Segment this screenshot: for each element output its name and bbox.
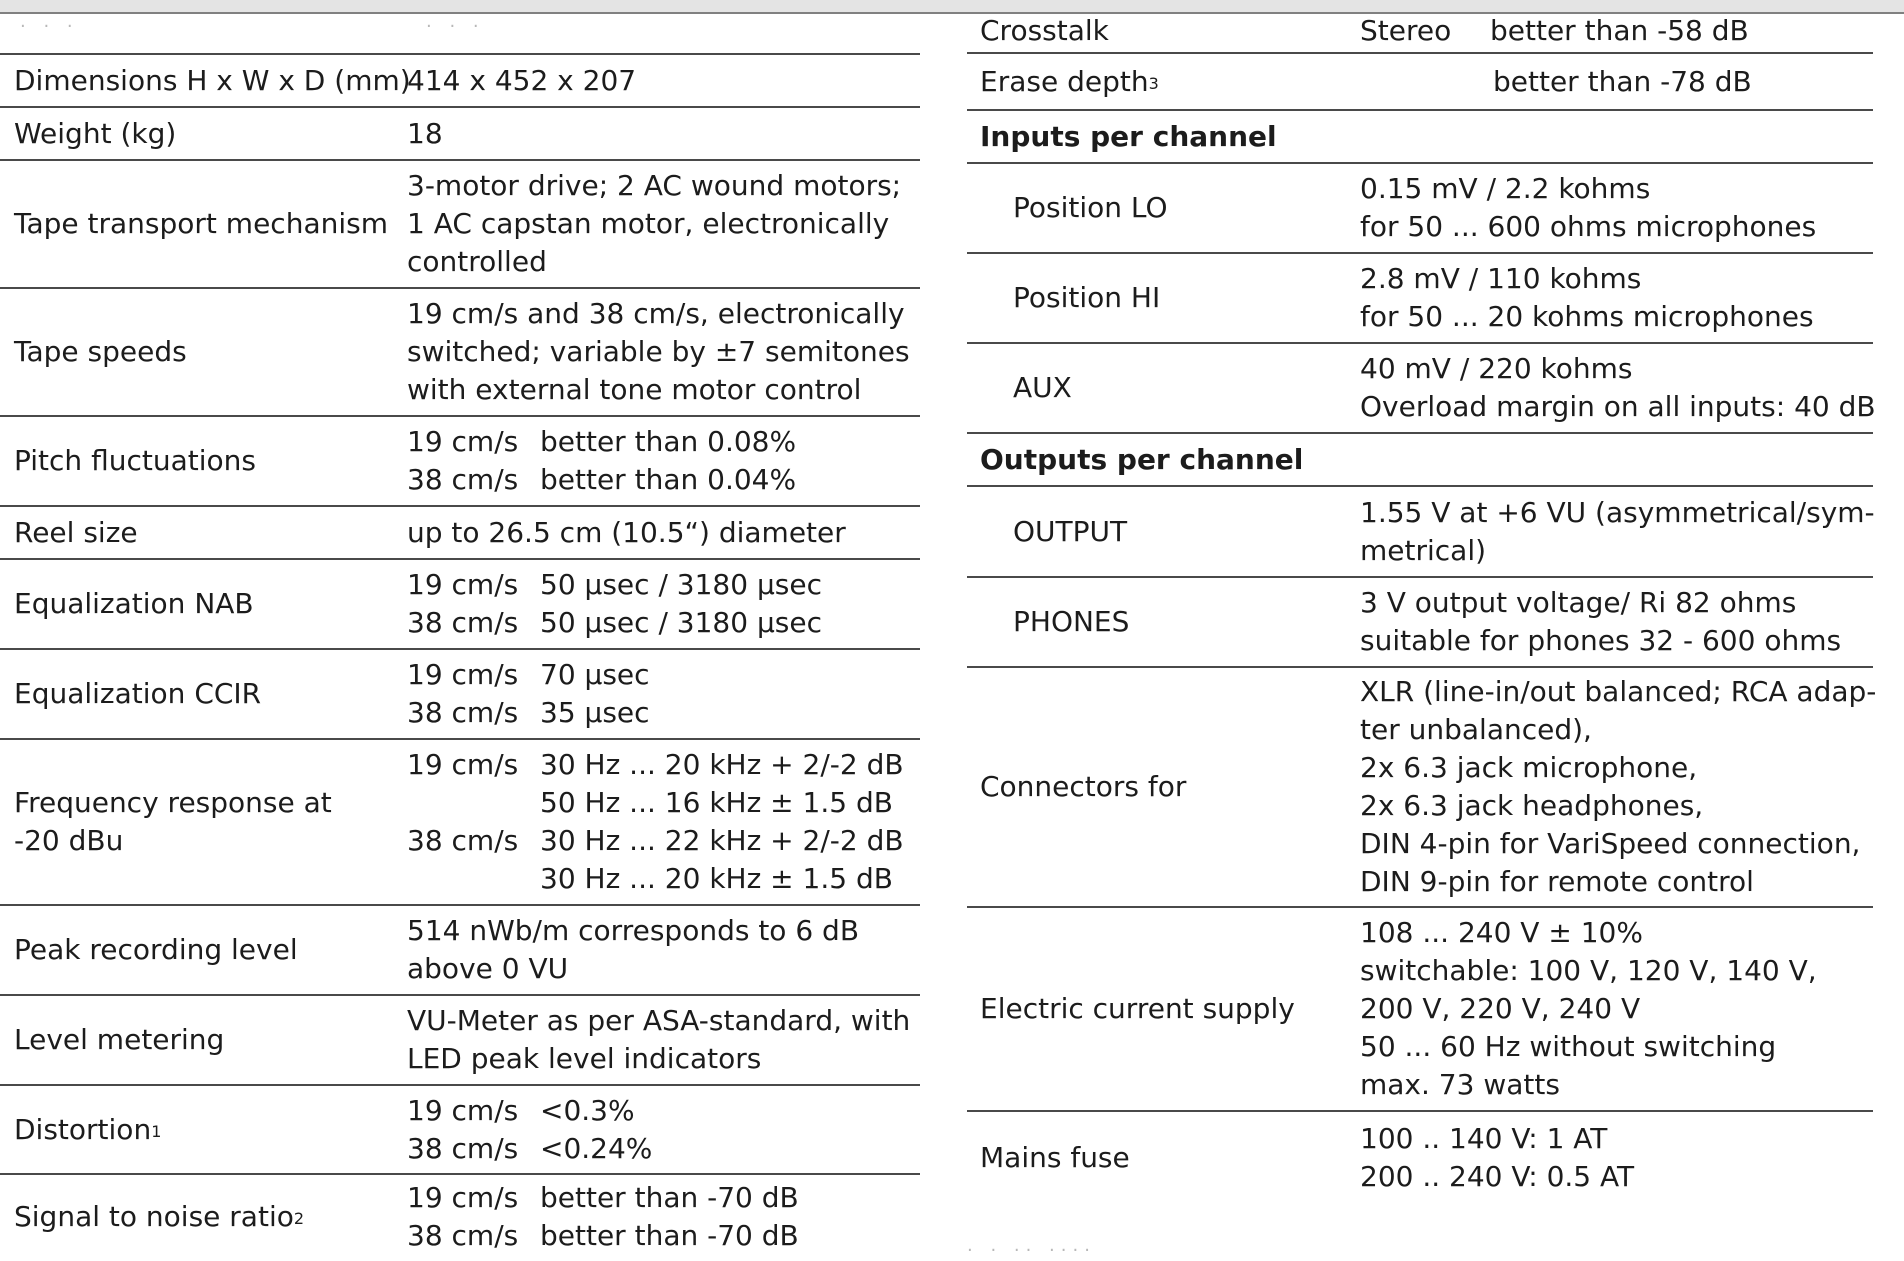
footnote-marker: 2 bbox=[293, 1208, 305, 1228]
row-value: 40 mV / 220 kohms Overload margin on all inputs: 40 dB bbox=[1360, 352, 1876, 423]
row-value: Stereo bbox=[1360, 14, 1452, 47]
row-label: Erase depth 3 bbox=[980, 54, 1159, 109]
table-row bbox=[0, 740, 920, 906]
table-row bbox=[967, 668, 1877, 908]
section-heading: Inputs per channel bbox=[980, 119, 1277, 153]
row-value: 19 cm/s 70 µsec 38 cm/s 35 µsec bbox=[407, 658, 650, 729]
row-label: Tape transport mechanism bbox=[14, 207, 388, 240]
row-label: Distortion 1 bbox=[14, 1086, 161, 1173]
table-row bbox=[0, 417, 920, 507]
row-value: 19 cm/s 30 Hz ... 20 kHz + 2/-2 dB 50 Hz ... 16 kHz ± 1.5 dB 38 cm/s 30 Hz ... 22 kHz + 2/-2 dB 30 Hz ... 20 kHz ± 1.5 dB bbox=[407, 748, 904, 895]
row-label: Mains fuse bbox=[980, 1141, 1130, 1174]
row-label: Weight (kg) bbox=[14, 116, 177, 150]
row-value: 19 cm/s 50 µsec / 3180 µsec 38 cm/s 50 µsec / 3180 µsec bbox=[407, 568, 822, 639]
row-label: Peak recording level bbox=[14, 933, 298, 966]
row-value: 0.15 mV / 2.2 kohms for 50 ... 600 ohms microphones bbox=[1360, 172, 1817, 243]
table-row bbox=[967, 344, 1876, 434]
row-value: better than -58 dB bbox=[1490, 14, 1749, 47]
row-label: Position LO bbox=[1013, 191, 1168, 224]
row-value: 514 nWb/m corresponds to 6 dB above 0 VU bbox=[407, 914, 860, 985]
table-row bbox=[967, 10, 1873, 54]
table-row bbox=[0, 55, 920, 108]
row-value: 3-motor drive; 2 AC wound motors; 1 AC capstan motor, electronically controlled bbox=[407, 169, 902, 278]
row-value: 2.8 mV / 110 kohms for 50 ... 20 kohms microphones bbox=[1360, 262, 1814, 333]
row-value: 19 cm/s better than 0.08% 38 cm/s better than 0.04% bbox=[407, 425, 797, 496]
table-row bbox=[967, 164, 1873, 254]
row-value: 108 ... 240 V ± 10% switchable: 100 V, 120 V, 140 V, 200 V, 220 V, 240 V 50 ... 60 Hz without switching max. 73 watts bbox=[1360, 916, 1817, 1101]
section-heading-row bbox=[967, 434, 1873, 487]
row-label: Electric current supply bbox=[980, 992, 1295, 1025]
table-row bbox=[0, 507, 920, 560]
row-label: Reel size bbox=[14, 515, 138, 549]
row-label: Crosstalk bbox=[980, 14, 1109, 47]
table-row bbox=[967, 254, 1873, 344]
row-value: 1.55 V at +6 VU (asymmetrical/sym- metrical) bbox=[1360, 495, 1875, 567]
row-label: PHONES bbox=[1013, 605, 1130, 638]
row-value: VU-Meter as per ASA-standard, with LED peak level indicators bbox=[407, 1004, 911, 1075]
row-value: 3 V output voltage/ Ri 82 ohms suitable for phones 32 - 600 ohms bbox=[1360, 586, 1842, 657]
table-row bbox=[0, 560, 920, 650]
row-label: Dimensions H x W x D (mm) bbox=[14, 63, 411, 97]
table-row bbox=[0, 108, 920, 161]
table-row bbox=[0, 289, 920, 417]
footnote-marker: 1 bbox=[151, 1121, 162, 1141]
row-label: Pitch fluctuations bbox=[14, 444, 256, 477]
section-heading: Outputs per channel bbox=[980, 442, 1304, 476]
table-row bbox=[0, 1086, 920, 1175]
row-label: Frequency response at -20 dBu bbox=[14, 786, 332, 857]
row-label: OUTPUT bbox=[1013, 514, 1128, 548]
row-value: 19 cm/s and 38 cm/s, electronically switched; variable by ±7 semitones with external tone motor control bbox=[407, 297, 910, 406]
row-value: better than -78 dB bbox=[1493, 64, 1752, 98]
section-heading-row bbox=[967, 111, 1873, 164]
row-value: 19 cm/s better than -70 dB 38 cm/s better than -70 dB bbox=[407, 1180, 799, 1252]
row-value: 414 x 452 x 207 bbox=[407, 63, 637, 97]
table-row bbox=[967, 1112, 1873, 1204]
row-label: Equalization NAB bbox=[14, 587, 254, 620]
row-label: AUX bbox=[1013, 371, 1072, 404]
row-value: 19 cm/s <0.3% 38 cm/s <0.24% bbox=[407, 1093, 653, 1165]
row-label: Position HI bbox=[1013, 281, 1161, 314]
table-row bbox=[967, 54, 1873, 111]
row-value: up to 26.5 cm (10.5“) diameter bbox=[407, 515, 846, 549]
row-label: Tape speeds bbox=[14, 335, 187, 368]
table-row bbox=[0, 161, 920, 289]
footnote-marker: 3 bbox=[1148, 73, 1159, 93]
row-label: Connectors for bbox=[980, 770, 1187, 803]
table-row bbox=[0, 906, 920, 996]
table-header-line: · · · · · · bbox=[0, 14, 920, 55]
row-label: Level metering bbox=[14, 1023, 225, 1056]
table-row bbox=[0, 996, 920, 1086]
row-value: 18 bbox=[407, 116, 443, 150]
table-row bbox=[0, 650, 920, 740]
table-row bbox=[967, 487, 1873, 578]
table-row bbox=[967, 578, 1873, 668]
row-value: 100 .. 140 V: 1 AT 200 .. 240 V: 0.5 AT bbox=[1360, 1122, 1635, 1193]
table-row bbox=[967, 908, 1873, 1112]
row-label: Signal to noise ratio 2 bbox=[14, 1175, 304, 1258]
row-value: XLR (line-in/out balanced; RCA adap- ter unbalanced), 2x 6.3 jack microphone, 2x 6.3 jack headphones, DIN 4-pin for VariSpeed connection, DIN 9-pin for remote control bbox=[1360, 675, 1877, 898]
table-row bbox=[0, 1175, 920, 1258]
row-label: Equalization CCIR bbox=[14, 677, 262, 710]
